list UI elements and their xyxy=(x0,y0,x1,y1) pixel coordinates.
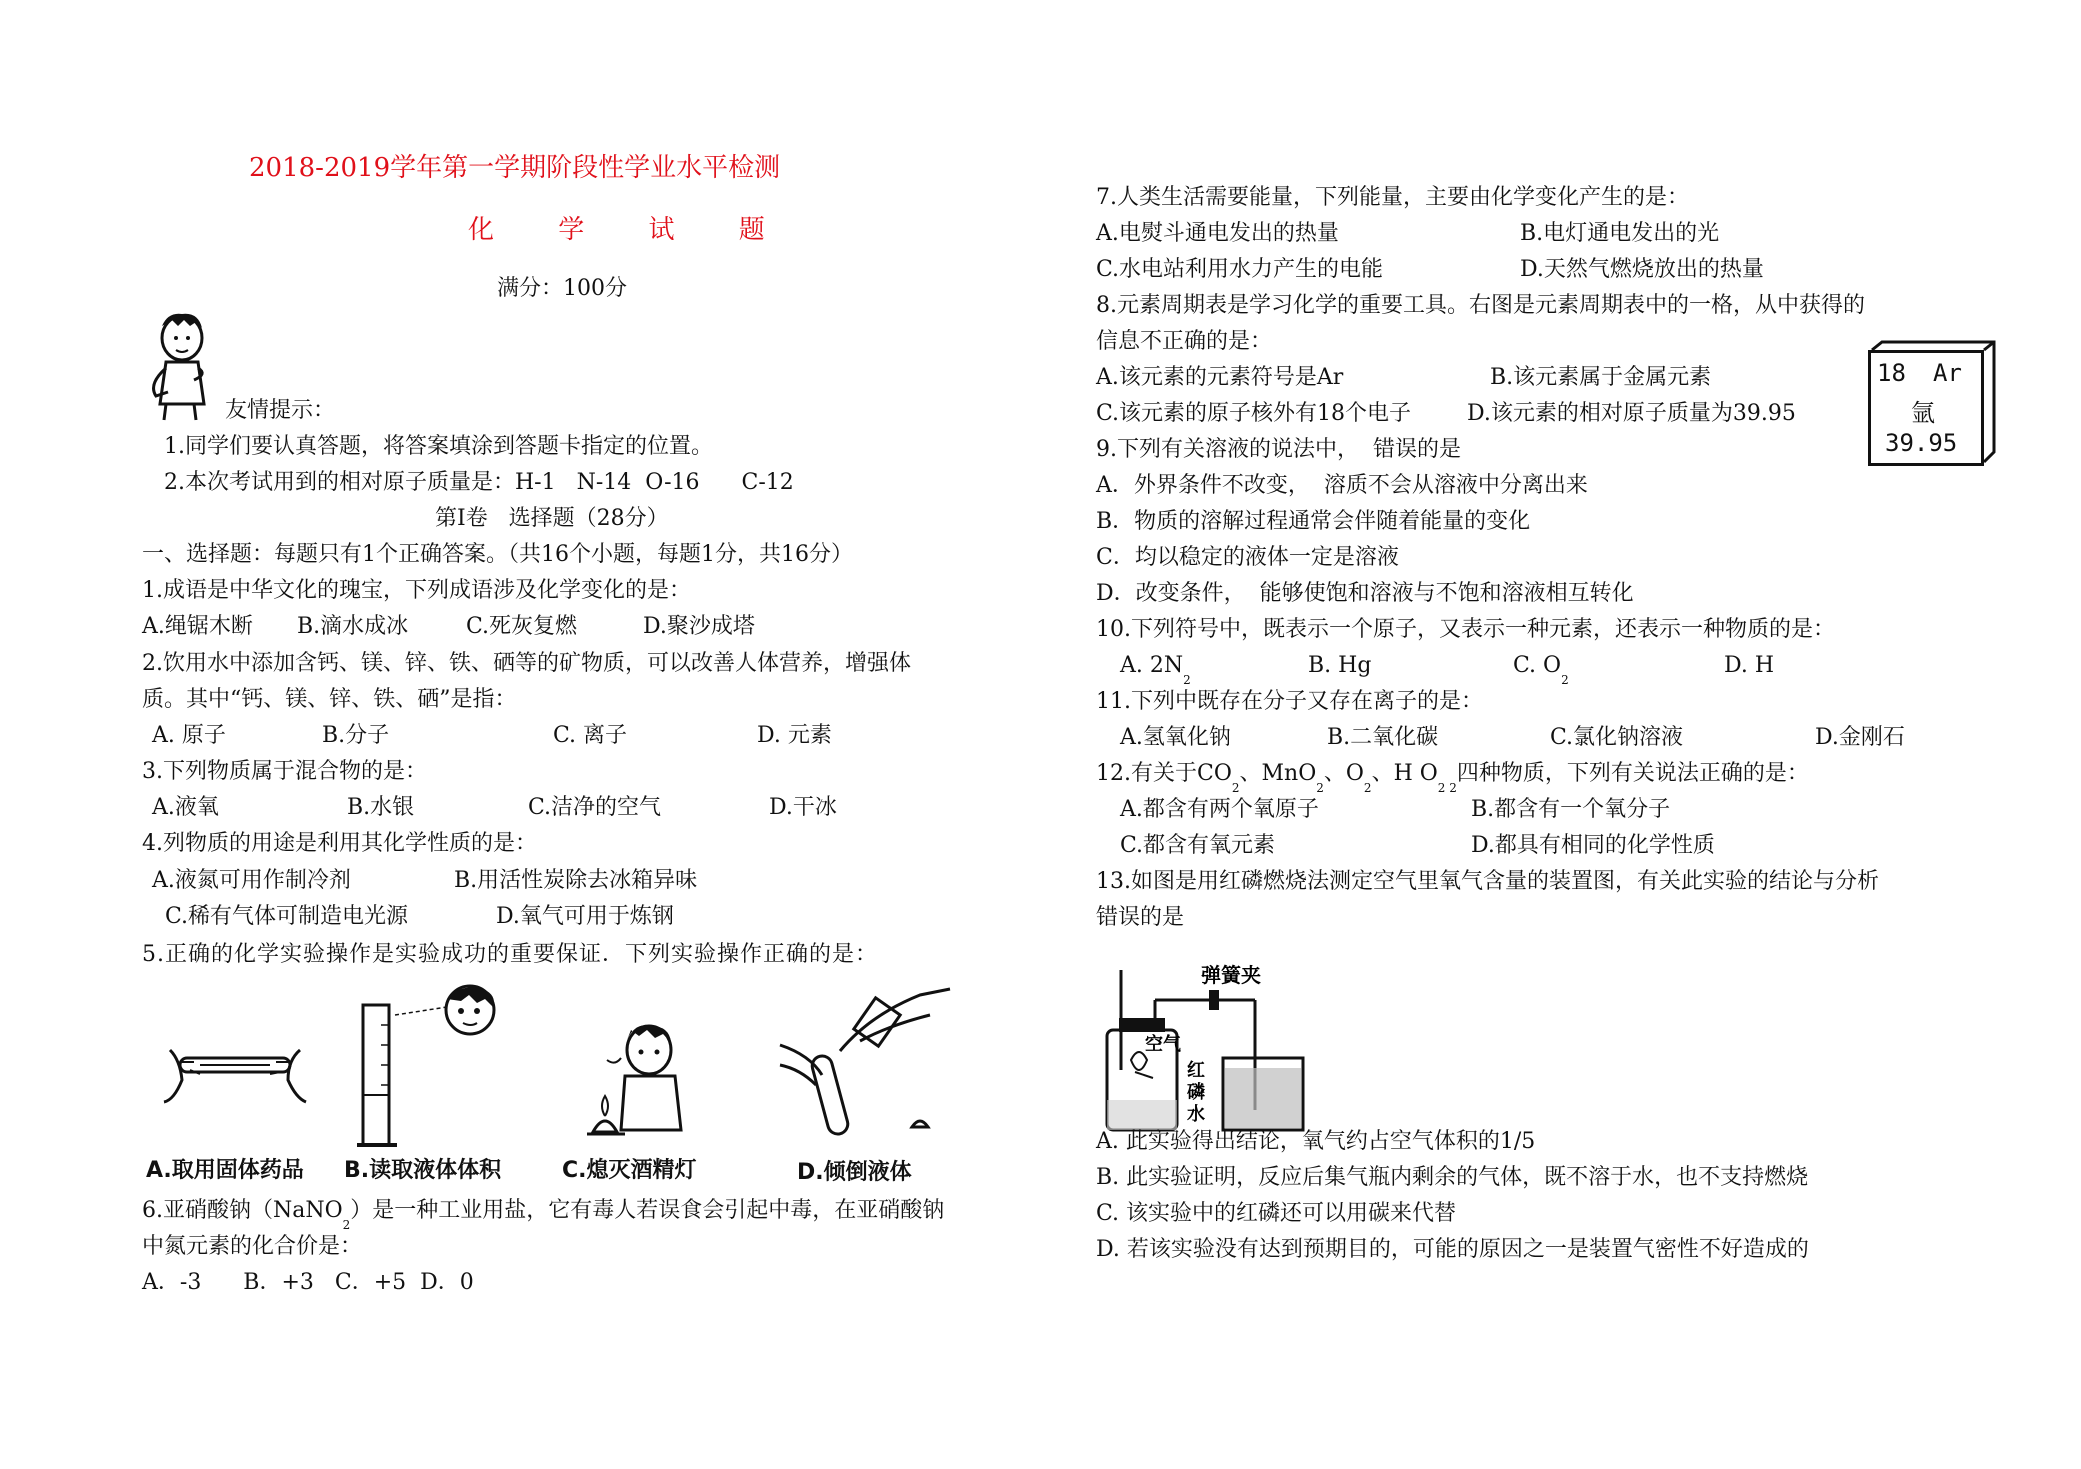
q13-option-b: B. 此实验证明，反应后集气瓶内剩余的气体，既不溶于水，也不支持燃烧 xyxy=(1096,1165,1809,1190)
q6-stem-1a: 6.亚硝酸钠（NaNO xyxy=(142,1198,343,1223)
tip-2: 2.本次考试用到的相对原子质量是：H-1 N-14 O-16 C-12 xyxy=(164,470,794,495)
q4-option-b: B.用活性炭除去冰箱异味 xyxy=(454,868,698,893)
red-phosphorus-apparatus-image xyxy=(1105,960,1355,1135)
q2-option-c: C. 离子 xyxy=(553,723,628,748)
q10-option-d: D. H xyxy=(1724,653,1775,678)
element-name: 氩 xyxy=(1911,399,1935,427)
q12-option-a: A.都含有两个氧原子 xyxy=(1120,797,1319,822)
q2-option-a: A. 原子 xyxy=(152,723,226,748)
q5-caption-a: A.取用固体药品 xyxy=(146,1158,304,1183)
q3-option-b: B.水银 xyxy=(347,795,415,820)
q12-stem-d: 、H O xyxy=(1371,761,1438,786)
q2-option-b: B.分子 xyxy=(322,723,390,748)
apparatus-air-label: 空气 xyxy=(1145,1034,1181,1055)
q5-alcohol-lamp-image xyxy=(585,1020,705,1150)
q5-measuring-cylinder-image xyxy=(355,985,515,1155)
q6-stem-2: 中氮元素的化合价是： xyxy=(142,1234,363,1259)
q12-option-d: D.都具有相同的化学性质 xyxy=(1471,833,1715,858)
q12-stem-b: 、MnO xyxy=(1239,761,1317,786)
q9-option-c: C．均以稳定的液体一定是溶液 xyxy=(1096,545,1399,570)
full-score: 满分：100分 xyxy=(497,276,627,301)
q11-stem: 11.下列中既存在分子又存在离子的是： xyxy=(1096,689,1483,714)
apparatus-phosphorus-label: 磷 xyxy=(1187,1082,1205,1103)
section-heading: 第Ⅰ卷 选择题（28分） xyxy=(435,506,669,531)
q3-stem: 3.下列物质属于混合物的是： xyxy=(142,759,427,784)
q8-stem-2: 信息不正确的是： xyxy=(1096,329,1273,354)
q2-option-d: D. 元素 xyxy=(757,723,832,748)
q8-option-b: B.该元素属于金属元素 xyxy=(1490,365,1712,390)
q11-option-a: A.氢氧化钠 xyxy=(1120,725,1231,750)
q9-option-b: B．物质的溶解过程通常会伴随着能量的变化 xyxy=(1096,509,1531,534)
exam-title: 2018-2019学年第一学期阶段性学业水平检测 xyxy=(249,153,781,183)
tip-1: 1.同学们要认真答题，将答案填涂到答题卡指定的位置。 xyxy=(164,434,713,459)
apparatus-clamp-label: 弹簧夹 xyxy=(1201,963,1261,987)
q1-option-c: C.死灰复燃 xyxy=(466,614,578,639)
q12-option-c: C.都含有氧元素 xyxy=(1120,833,1276,858)
q6-options: A．-3 B．+3 C．+5 D．0 xyxy=(142,1270,474,1295)
q8-option-a: A.该元素的元素符号是Ar xyxy=(1096,365,1344,390)
q4-option-c: C.稀有气体可制造电光源 xyxy=(165,904,409,929)
tips-label: 友情提示： xyxy=(225,398,336,423)
element-number: 18 xyxy=(1877,359,1906,387)
q5-caption-c: C.熄灭酒精灯 xyxy=(562,1158,697,1183)
q9-option-a: A．外界条件不改变， 溶质不会从溶液中分离出来 xyxy=(1096,473,1588,498)
q8-option-d: D.该元素的相对原子质量为39.95 xyxy=(1467,401,1796,426)
q12-stem-c: 、O xyxy=(1323,761,1364,786)
q4-option-a: A.液氮可用作制冷剂 xyxy=(152,868,351,893)
q8-stem-1: 8.元素周期表是学习化学的重要工具。右图是元素周期表中的一格，从中获得的 xyxy=(1096,293,1865,318)
q6-sub: 2 xyxy=(342,1218,351,1232)
q7-option-d: D.天然气燃烧放出的热量 xyxy=(1520,257,1764,282)
q3-option-d: D.干冰 xyxy=(769,795,837,820)
element-mass: 39.95 xyxy=(1885,429,1958,457)
q4-stem: 4.列物质的用途是利用其化学性质的是： xyxy=(142,831,537,856)
q1-option-a: A.绳锯木断 xyxy=(142,614,253,639)
q13-option-a: A. 此实验得出结论，氧气约占空气体积的1/5 xyxy=(1096,1129,1536,1154)
apparatus-water-label: 水 xyxy=(1187,1104,1205,1125)
q7-stem: 7.人类生活需要能量，下列能量，主要由化学变化产生的是： xyxy=(1096,185,1689,210)
q12-sub-3: 2 xyxy=(1363,781,1372,795)
apparatus-red-label: 红 xyxy=(1187,1060,1205,1081)
q1-option-b: B.滴水成冰 xyxy=(297,614,409,639)
q10-option-a-sub: 2 xyxy=(1183,673,1191,687)
q10-option-a-text: A. 2N xyxy=(1120,653,1184,678)
q5-caption-b: B.读取液体体积 xyxy=(344,1158,502,1183)
element-box xyxy=(1868,350,1984,466)
q9-stem: 9.下列有关溶液的说法中， 错误的是 xyxy=(1096,437,1461,462)
q7-option-c: C.水电站利用水力产生的电能 xyxy=(1096,257,1384,282)
q10-option-a xyxy=(1120,651,1191,687)
q5-caption-d: D.倾倒液体 xyxy=(797,1160,912,1185)
q13-option-d: D. 若该实验没有达到预期目的，可能的原因之一是装置气密性不好造成的 xyxy=(1096,1237,1809,1262)
q13-stem-1: 13.如图是用红磷燃烧法测定空气里氧气含量的装置图，有关此实验的结论与分析 xyxy=(1096,869,1879,894)
q12-sub-4: 2 2 xyxy=(1437,781,1457,795)
q10-option-b: B. Hg xyxy=(1308,653,1372,678)
q8-option-c: C.该元素的原子核外有18个电子 xyxy=(1096,401,1412,426)
q13-option-c: C. 该实验中的红磷还可以用碳来代替 xyxy=(1096,1201,1457,1226)
q10-option-c-text: C. O xyxy=(1513,653,1562,678)
q11-option-d: D.金刚石 xyxy=(1815,725,1905,750)
q3-option-c: C.洁净的空气 xyxy=(528,795,662,820)
q1-stem: 1.成语是中华文化的瑰宝，下列成语涉及化学变化的是： xyxy=(142,578,691,603)
q12-sub-2: 2 xyxy=(1316,781,1324,795)
q7-option-b: B.电灯通电发出的光 xyxy=(1520,221,1720,246)
q12-option-b: B.都含有一个氧分子 xyxy=(1471,797,1671,822)
q12-stem-e: 四种物质，下列有关说法正确的是： xyxy=(1456,761,1809,786)
subject-title: 化 学 试 题 xyxy=(468,215,793,245)
q12-stem-a: 12.有关于CO xyxy=(1096,761,1232,786)
q6-stem-1 xyxy=(142,1196,945,1232)
q11-option-c: C.氯化钠溶液 xyxy=(1550,725,1684,750)
q5-solid-reagent-image xyxy=(160,1040,310,1110)
q12-sub-1: 2 xyxy=(1231,781,1240,795)
q12-stem xyxy=(1096,759,1809,795)
q7-option-a: A.电熨斗通电发出的热量 xyxy=(1096,221,1339,246)
q13-stem-2: 错误的是 xyxy=(1096,905,1185,930)
q10-option-c xyxy=(1513,651,1569,687)
q4-option-d: D.氧气可用于炼钢 xyxy=(496,904,674,929)
section-instructions: 一、选择题：每题只有1个正确答案。（共16个小题，每题1分，共16分） xyxy=(142,542,853,567)
q2-stem-2: 质。其中“钙、镁、锌、铁、硒”是指： xyxy=(142,687,517,712)
q1-option-d: D.聚沙成塔 xyxy=(643,614,755,639)
q11-option-b: B.二氧化碳 xyxy=(1327,725,1439,750)
q3-option-a: A.液氧 xyxy=(152,795,219,820)
q10-stem: 10.下列符号中，既表示一个原子，又表示一种元素，还表示一种物质的是： xyxy=(1096,617,1835,642)
q5-pour-liquid-image xyxy=(780,985,955,1150)
q9-option-d: D．改变条件， 能够使饱和溶液与不饱和溶液相互转化 xyxy=(1096,581,1634,606)
cartoon-boy-image xyxy=(138,304,228,424)
q6-stem-1b: ）是一种工业用盐，它有毒人若误食会引起中毒，在亚硝酸钠 xyxy=(350,1198,945,1223)
q5-stem: 5.正确的化学实验操作是实验成功的重要保证．下列实验操作正确的是： xyxy=(142,942,878,967)
element-symbol: Ar xyxy=(1933,359,1962,387)
q2-stem-1: 2.饮用水中添加含钙、镁、锌、铁、硒等的矿物质，可以改善人体营养，增强体 xyxy=(142,651,911,676)
q10-option-c-sub: 2 xyxy=(1561,673,1569,687)
